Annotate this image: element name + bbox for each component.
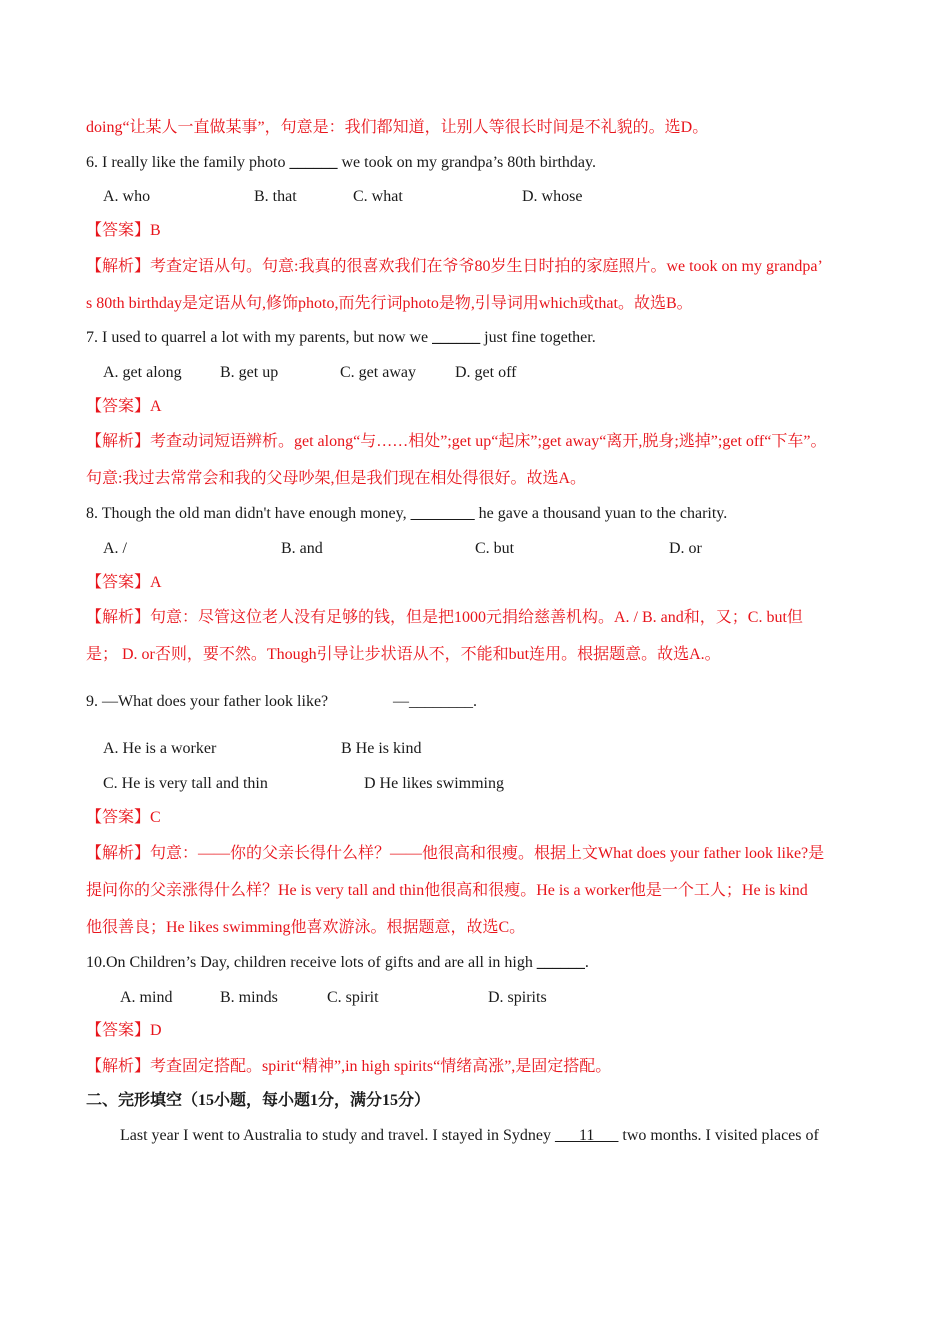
- q6-blank: ______: [289, 154, 338, 171]
- q8-explain-2: 是； D. or否则，要不然。Though引导让步状语从不，不能和but连用。根据题意。故选A.。: [86, 646, 721, 663]
- q7-option-d: D. get off: [455, 364, 517, 381]
- q10-stem: 10.On Children’s Day, children receive lots of gifts and are all in high ______.: [86, 954, 589, 971]
- q10-option-b: B. minds: [220, 989, 278, 1006]
- q6-option-d: D. whose: [522, 188, 583, 205]
- q9-option-b: B He is kind: [341, 740, 422, 757]
- q6-option-b: B. that: [254, 188, 297, 205]
- q9-explain-3: 他很善良；He likes swimming他喜欢游泳。根据题意，故选C。: [86, 919, 526, 936]
- q7-blank: ______: [432, 329, 481, 346]
- q9-explain-1: 【解析】句意：——你的父亲长得什么样？——他很高和很瘦。根据上文What does your father look like?是: [86, 845, 825, 862]
- q8-explain-1: 【解析】句意：尽管这位老人没有足够的钱，但是把1000元捐给慈善机构。A. / B. and和，又；C. but但: [86, 609, 803, 626]
- q7-stem: 7. I used to quarrel a lot with my parents, but now we ______ just fine together.: [86, 329, 596, 346]
- q6-explain-1: 【解析】考查定语从句。句意:我真的很喜欢我们在爷爷80岁生日时拍的家庭照片。we took on my grandpa’: [86, 258, 823, 275]
- cloze-paragraph: Last year I went to Australia to study and travel. I stayed in Sydney ___11___ two months. I visited places of: [120, 1127, 819, 1144]
- q9-stem: 9. —What does your father look like?: [86, 693, 329, 710]
- q8-stem: 8. Though the old man didn't have enough money, ________ he gave a thousand yuan to the charity.: [86, 505, 728, 522]
- q6-stem: 6. I really like the family photo ______ we took on my grandpa’s 80th birthday.: [86, 154, 596, 171]
- q8-option-a: A. /: [103, 540, 127, 557]
- q8-option-c: C. but: [475, 540, 515, 557]
- q6-option-c: C. what: [353, 188, 403, 205]
- q8-answer: 【答案】A: [86, 574, 162, 591]
- q7-option-a: A. get along: [103, 364, 182, 381]
- q8-option-d: D. or: [669, 540, 702, 557]
- q10-explain-1: 【解析】考查固定搭配。spirit“精神”,in high spirits“情绪高涨”,是固定搭配。: [86, 1058, 612, 1075]
- q6-answer: 【答案】B: [86, 222, 161, 239]
- q7-explain-1: 【解析】考查动词短语辨析。get along“与……相处”;get up“起床”;get away“离开,脱身;逃掉”;get off“下车”。: [86, 433, 827, 450]
- q7-explain-2: 句意:我过去常常会和我的父母吵架,但是我们现在相处得很好。故选A。: [86, 470, 587, 487]
- section-cloze-title: 二、完形填空（15小题，每小题1分，满分15分）: [86, 1092, 431, 1109]
- q10-option-d: D. spirits: [488, 989, 547, 1006]
- q10-option-c: C. spirit: [327, 989, 379, 1006]
- q9-explain-2: 提问你的父亲涨得什么样？He is very tall and thin他很高和很瘦。He is a worker他是一个工人；He is kind: [86, 882, 808, 899]
- cloze-blank-11: ___11___: [555, 1127, 619, 1144]
- explain-prev: doing“让某人一直做某事”，句意是：我们都知道，让别人等很长时间是不礼貌的。选D。: [86, 119, 709, 136]
- q6-explain-2: s 80th birthday是定语从句,修饰photo,而先行词photo是物,引导词用which或that。故选B。: [86, 295, 693, 312]
- q7-option-c: C. get away: [340, 364, 416, 381]
- q9-reply: —________.: [393, 693, 477, 710]
- q8-option-b: B. and: [281, 540, 323, 557]
- q10-blank: ______: [536, 954, 585, 971]
- q9-option-d: D He likes swimming: [364, 775, 504, 792]
- q9-answer: 【答案】C: [86, 809, 161, 826]
- q7-option-b: B. get up: [220, 364, 279, 381]
- q9-option-c: C. He is very tall and thin: [103, 775, 268, 792]
- q8-blank: ________: [410, 505, 475, 522]
- q10-answer: 【答案】D: [86, 1022, 162, 1039]
- q7-answer: 【答案】A: [86, 398, 162, 415]
- q6-option-a: A. who: [103, 188, 151, 205]
- q9-option-a: A. He is a worker: [103, 740, 217, 757]
- q10-option-a: A. mind: [120, 989, 173, 1006]
